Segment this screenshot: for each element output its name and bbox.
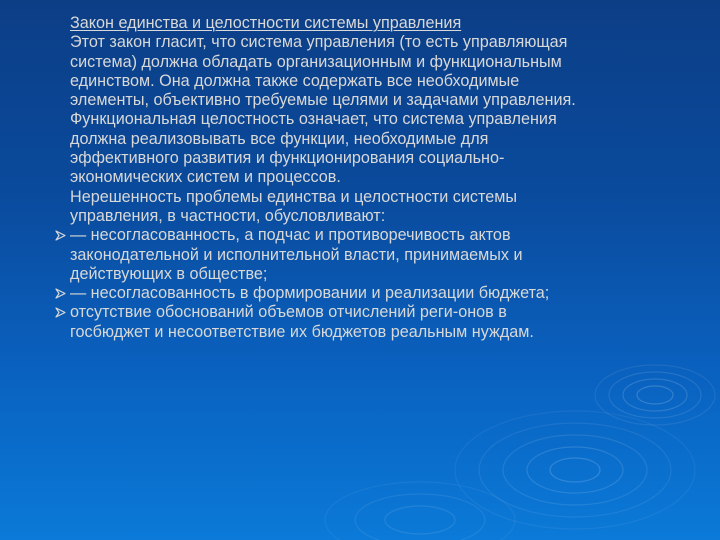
bullet-item [70,226,700,284]
paragraph-line: Этот закон гласит, что система управления (то есть управляющая [70,33,568,52]
paragraph-line: единством. Она должна также содержать все необходимые [70,71,520,90]
paragraph-line: система) должна обладать организационным и функциональным [70,52,562,71]
paragraph-line: Нерешенность проблемы единства и целостности системы [70,187,517,206]
paragraph-problem-intro [70,188,700,227]
ripple-group-center [455,411,695,529]
bullet-line: госбюджет и несоответствие их бюджетов реальным нуждам. [70,322,534,341]
bullet-line: действующих в обществе; [70,264,268,283]
ripple-group-left [325,482,515,540]
ripple-group-right [595,365,715,425]
paragraph-line: экономических систем и процессов. [70,168,341,187]
slide-title: Закон единства и целостности системы управления [70,14,462,32]
paragraph-line: должна реализовывать все функции, необходимые для [70,129,489,148]
arrow-bullet-icon [53,226,67,245]
arrow-bullet-icon [53,303,67,322]
paragraph-line: Функциональная целостность означает, что система управления [70,110,557,129]
paragraph-law-description [70,33,700,187]
content-text [70,14,700,342]
bullet-line: — несогласованность в формировании и реализации бюджета; [70,284,550,303]
bullet-line: — несогласованность, а подчас и противоречивость актов [70,226,511,245]
paragraph-line: управления, в частности, обусловливают: [70,206,386,225]
arrow-bullet-icon [53,284,67,303]
bullet-line: отсутствие обоснований объемов отчислений реги-онов в [70,303,507,322]
bullet-item [70,303,700,342]
paragraph-line: эффективного развития и функционирования социально- [70,149,505,168]
bullet-line: законодательной и исполнительной власти, принимаемых и [70,245,523,264]
bullet-item [70,284,700,303]
paragraph-line: элементы, объективно требуемые целями и задачами управления. [70,91,576,110]
